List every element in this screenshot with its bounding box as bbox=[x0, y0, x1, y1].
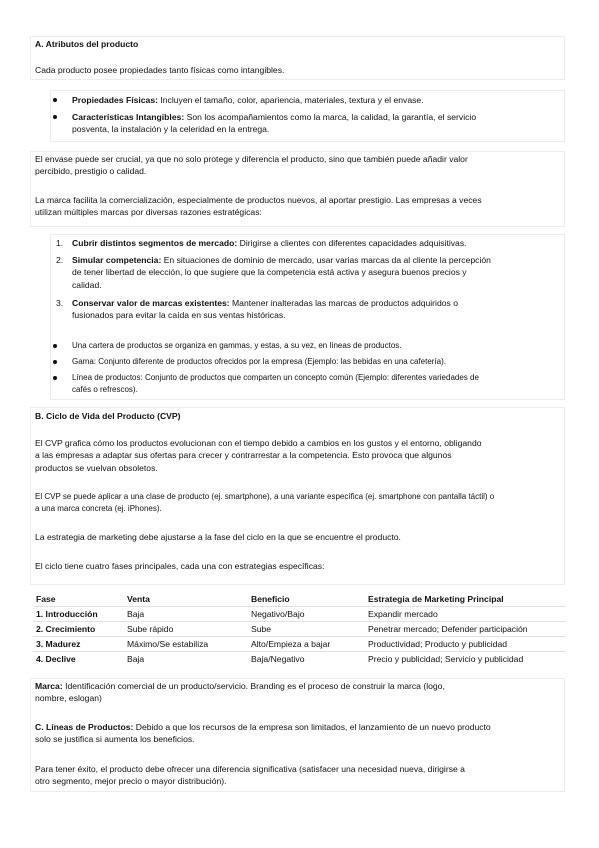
section-c-paragraph: Para tener éxito, el producto debe ofrecer una diferencia significativa (satisfacer una necesidad nueva, dirigirse a otro segmento, mejor precio o mayor distribución). bbox=[35, 764, 465, 787]
section-a-title: A. Atributos del producto bbox=[35, 39, 139, 49]
cvp-table bbox=[33, 592, 566, 666]
table-header-cell: Fase bbox=[36, 593, 56, 604]
list-item: Gama: Conjunto diferente de productos ofrecidos por la empresa (Ejemplo: las bebidas en una cafetería). bbox=[56, 356, 564, 368]
bullet-icon bbox=[53, 376, 57, 380]
table-cell: 3. Madurez bbox=[33, 637, 124, 652]
table-cell: Baja bbox=[124, 652, 248, 667]
table-cell: Negativo/Bajo bbox=[248, 607, 365, 622]
marca-text: La marca facilita la comercialización, especialmente de productos nuevos, al aportar prestigio. Las empresas a veces utilizan múltiples marcas por diversas razones estratégicas: bbox=[35, 195, 482, 218]
cvp-application: El CVP se puede aplicar a una clase de producto (ej. smartphone), a una variante específica (ej. smartphone con pantalla táctil) o a una marca concreta (ej. iPhones). bbox=[35, 492, 495, 513]
table-cell: Precio y publicidad; Servicio y publicidad bbox=[365, 652, 566, 667]
table-cell: Sube rápido bbox=[124, 622, 248, 637]
table-cell: Productividad; Producto y publicidad bbox=[365, 637, 566, 652]
bullet-icon bbox=[53, 98, 57, 102]
list-item: 1. Cubrir distintos segmentos de mercado: Dirigirse a clientes con diferentes capacidades adquisitivas. bbox=[56, 238, 467, 248]
table-row bbox=[33, 652, 566, 667]
table-cell: 2. Crecimiento bbox=[33, 622, 124, 637]
table-header-cell: Venta bbox=[127, 593, 150, 604]
list-item: 2. Simular competencia: En situaciones de dominio de mercado, usar varias marcas da al cliente la percepción de tener libertad de elección, lo que sugiere que la competencia está activa y asegura buenos precios y calidad. bbox=[56, 255, 491, 290]
list-item: Una cartera de productos se organiza en gammas, y estas, a su vez, en líneas de productos. bbox=[56, 340, 564, 352]
list-item: Línea de productos: Conjunto de productos que comparten un concepto común (Ejemplo: diferentes variedades de cafés o refrescos). bbox=[56, 372, 564, 395]
table-cell: Baja bbox=[124, 607, 248, 622]
table-cell: Sube bbox=[248, 622, 365, 637]
bullet-icon bbox=[53, 115, 57, 119]
table-cell: 1. Introducción bbox=[33, 607, 124, 622]
table-cell: Máximo/Se estabiliza bbox=[124, 637, 248, 652]
table-header-cell: Estrategia de Marketing Principal bbox=[368, 593, 504, 604]
marketing-strategy-text: La estrategia de marketing debe ajustarse a la fase del ciclo en la que se encuentre el producto. bbox=[35, 532, 401, 542]
bullet-icon bbox=[53, 360, 57, 364]
table-row bbox=[33, 607, 566, 622]
table-row bbox=[33, 637, 566, 652]
list-item: 3. Conservar valor de marcas existentes: Mantener inalteradas las marcas de productos adquiridos o fusionados para evitar la caída en sus ventas históricas. bbox=[56, 298, 458, 321]
phases-intro: El ciclo tiene cuatro fases principales, cada una con estrategias específicas: bbox=[35, 561, 325, 571]
table-cell: Alto/Empieza a bajar bbox=[248, 637, 365, 652]
table-header-cell: Beneficio bbox=[251, 593, 290, 604]
table-cell: Penetrar mercado; Defender participación bbox=[365, 622, 566, 637]
envase-text: El envase puede ser crucial, ya que no solo protege y diferencia el producto, sino que también puede añadir valor percibido, prestigio o calidad. bbox=[35, 154, 468, 177]
section-b-title: B. Ciclo de Vida del Producto (CVP) bbox=[35, 411, 181, 421]
table-cell: Baja/Negativo bbox=[248, 652, 365, 667]
table-header-row bbox=[33, 592, 566, 607]
section-a-intro: Cada producto posee propiedades tanto físicas como intangibles. bbox=[35, 65, 285, 75]
list-item: Características Intangibles: Son los acompañamientos como la marca, la calidad, la garantía, el servicio posventa, la instalación y la celeridad en la entrega. bbox=[56, 111, 564, 136]
table-row bbox=[33, 622, 566, 637]
marca-definition: Marca: Identificación comercial de un producto/servicio. Branding es el proceso de construir la marca (logo, nombre, eslogan) bbox=[35, 681, 445, 704]
table-cell: 4. Declive bbox=[33, 652, 124, 667]
section-c-title: C. Líneas de Productos: Debido a que los recursos de la empresa son limitados, el lanzamiento de un nuevo producto solo se justifica si aumenta los beneficios. bbox=[35, 722, 491, 745]
cvp-paragraph: El CVP grafica cómo los productos evolucionan con el tiempo debido a cambios en los gustos y el entorno, obligando a las empresas a adaptar sus ofertas para crecer y contrarrestar a la competencia. Esto provoca que algunos productos se vuelvan obsoletos. bbox=[35, 438, 482, 473]
list-item: Propiedades Físicas: Incluyen el tamaño, color, apariencia, materiales, textura y el envase. bbox=[56, 94, 564, 106]
bullet-icon bbox=[53, 344, 57, 348]
table-cell: Expandir mercado bbox=[365, 607, 566, 622]
